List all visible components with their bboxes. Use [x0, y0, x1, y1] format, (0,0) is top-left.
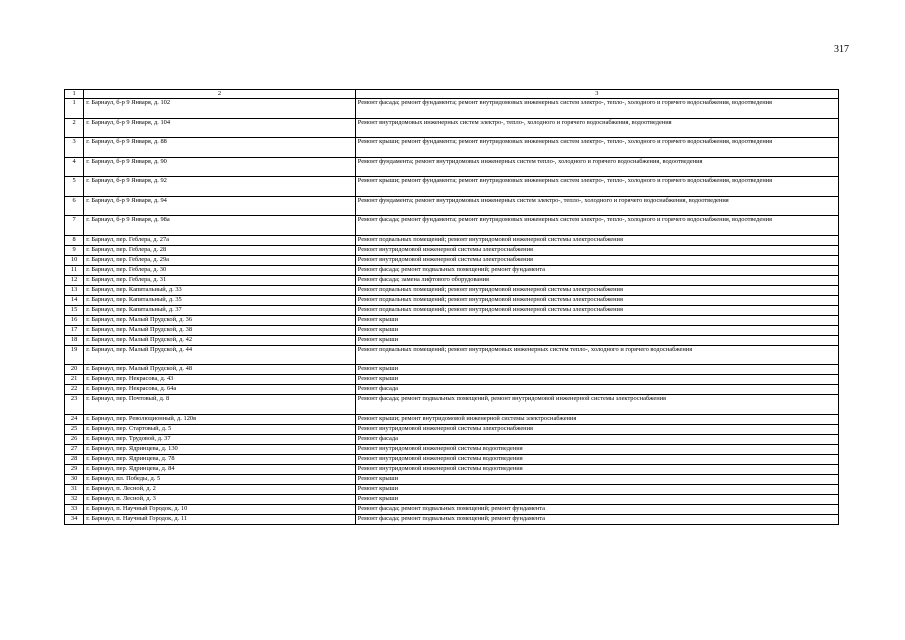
table-row [65, 216, 839, 236]
table-row [65, 99, 839, 119]
row-number-cell: 17 [65, 325, 84, 335]
address-cell: г. Барнаул, пер. Геблера, д. 27а [84, 235, 356, 245]
table-row [65, 365, 839, 375]
row-number-cell: 21 [65, 375, 84, 385]
address-cell: г. Барнаул, пер. Малый Прудской, д. 42 [84, 335, 356, 345]
works-cell: Ремонт фасада [355, 434, 838, 444]
address-cell: г. Барнаул, б-р 9 Января, д. 104 [84, 118, 356, 138]
table-row [65, 157, 839, 177]
address-cell: г. Барнаул, пер. Ядринцева, д. 130 [84, 444, 356, 454]
table-body [65, 90, 839, 525]
row-number-cell: 11 [65, 265, 84, 275]
address-cell: г. Барнаул, б-р 9 Января, д. 102 [84, 99, 356, 119]
address-cell: г. Барнаул, п. Лесной, д. 2 [84, 484, 356, 494]
works-cell: Ремонт крыши; ремонт фундамента; ремонт внутридомовых инженерных систем электро-, тепло-, холодного и горячего водоснабжения, водоотведения [355, 138, 838, 158]
table-row [65, 375, 839, 385]
row-number-cell: 28 [65, 454, 84, 464]
table-row [65, 345, 839, 365]
row-number-cell: 16 [65, 315, 84, 325]
header-col-1: 1 [65, 90, 84, 99]
table-row [65, 454, 839, 464]
row-number-cell: 3 [65, 138, 84, 158]
address-cell: г. Барнаул, пер. Некрасова, д. 64а [84, 385, 356, 395]
row-number-cell: 22 [65, 385, 84, 395]
row-number-cell: 29 [65, 464, 84, 474]
address-cell: г. Барнаул, пер. Малый Прудской, д. 36 [84, 315, 356, 325]
works-cell: Ремонт фасада; замена лифтового оборудования [355, 275, 838, 285]
table-row [65, 434, 839, 444]
works-cell: Ремонт фасада; ремонт подвальных помещений; ремонт фундамента [355, 514, 838, 524]
works-cell: Ремонт подвальных помещений; ремонт внутридомовых инженерных систем тепло-, холодного и горячего водоснабжения [355, 345, 838, 365]
works-cell: Ремонт внутридомовой инженерной системы водоотведения [355, 444, 838, 454]
header-col-3: 3 [355, 90, 838, 99]
table-row [65, 285, 839, 295]
row-number-cell: 32 [65, 494, 84, 504]
table-row [65, 385, 839, 395]
address-cell: г. Барнаул, б-р 9 Января, д. 90 [84, 157, 356, 177]
row-number-cell: 8 [65, 235, 84, 245]
header-col-2: 2 [84, 90, 356, 99]
works-cell: Ремонт фасада; ремонт подвальных помещений, ремонт внутридомовой инженерной системы электроснабжения [355, 395, 838, 415]
works-cell: Ремонт крыши [355, 494, 838, 504]
address-cell: г. Барнаул, п. Научный Городок, д. 10 [84, 504, 356, 514]
works-cell: Ремонт подвальных помещений; ремонт внутридомовой инженерной системы электроснабжения [355, 305, 838, 315]
address-cell: г. Барнаул, п. Научный Городок, д. 11 [84, 514, 356, 524]
table-row [65, 245, 839, 255]
address-cell: г. Барнаул, б-р 9 Января, д. 92 [84, 177, 356, 197]
works-cell: Ремонт фасада [355, 385, 838, 395]
works-cell: Ремонт фундамента; ремонт внутридомовых инженерных систем электро-, тепло-, холодного и горячего водоснабжения, водоотведения [355, 196, 838, 216]
table-row [65, 196, 839, 216]
address-cell: г. Барнаул, пер. Малый Прудской, д. 38 [84, 325, 356, 335]
address-cell: г. Барнаул, пер. Капитальный, д. 37 [84, 305, 356, 315]
address-cell: г. Барнаул, пер. Ядринцева, д. 78 [84, 454, 356, 464]
row-number-cell: 15 [65, 305, 84, 315]
table-row [65, 255, 839, 265]
address-cell: г. Барнаул, пер. Почтовый, д. 8 [84, 395, 356, 415]
row-number-cell: 25 [65, 424, 84, 434]
works-cell: Ремонт фасада; ремонт подвальных помещений; ремонт фундамента [355, 265, 838, 275]
works-cell: Ремонт внутридомовой инженерной системы водоотведения [355, 454, 838, 464]
row-number-cell: 19 [65, 345, 84, 365]
address-cell: г. Барнаул, пер. Малый Прудской, д. 44 [84, 345, 356, 365]
row-number-cell: 10 [65, 255, 84, 265]
address-cell: г. Барнаул, пер. Геблера, д. 31 [84, 275, 356, 285]
table-row [65, 484, 839, 494]
row-number-cell: 9 [65, 245, 84, 255]
works-cell: Ремонт фасада; ремонт подвальных помещений; ремонт фундамента [355, 504, 838, 514]
works-cell: Ремонт крыши [355, 484, 838, 494]
row-number-cell: 6 [65, 196, 84, 216]
works-cell: Ремонт подвальных помещений; ремонт внутридомовой инженерной системы электроснабжения [355, 285, 838, 295]
works-cell: Ремонт крыши [355, 315, 838, 325]
works-cell: Ремонт фасада; ремонт фундамента; ремонт внутридомовых инженерных систем электро-, тепло-, холодного и горячего водоснабжения, водоотведения [355, 216, 838, 236]
table-row [65, 235, 839, 245]
table-row [65, 514, 839, 524]
address-cell: г. Барнаул, пер. Геблера, д. 30 [84, 265, 356, 275]
address-cell: г. Барнаул, б-р 9 Января, д. 98а [84, 216, 356, 236]
address-cell: г. Барнаул, пер. Стартовый, д. 5 [84, 424, 356, 434]
address-cell: г. Барнаул, б-р 9 Января, д. 88 [84, 138, 356, 158]
table-row [65, 305, 839, 315]
table-row [65, 265, 839, 275]
row-number-cell: 30 [65, 474, 84, 484]
row-number-cell: 2 [65, 118, 84, 138]
address-cell: г. Барнаул, пер. Капитальный, д. 35 [84, 295, 356, 305]
row-number-cell: 31 [65, 484, 84, 494]
row-number-cell: 7 [65, 216, 84, 236]
table-row [65, 504, 839, 514]
works-cell: Ремонт внутридомовой инженерной системы электроснабжения [355, 245, 838, 255]
table-header-row [65, 90, 839, 99]
table-row [65, 295, 839, 305]
table-row [65, 414, 839, 424]
row-number-cell: 1 [65, 99, 84, 119]
row-number-cell: 23 [65, 395, 84, 415]
row-number-cell: 24 [65, 414, 84, 424]
address-cell: г. Барнаул, пер. Геблера, д. 29а [84, 255, 356, 265]
works-cell: Ремонт внутридомовых инженерных систем электро-, тепло-, холодного и горячего водоснабжения, водоотведения [355, 118, 838, 138]
works-cell: Ремонт крыши [355, 325, 838, 335]
table-row [65, 494, 839, 504]
address-cell: г. Барнаул, пл. Победы, д. 5 [84, 474, 356, 484]
works-cell: Ремонт крыши [355, 335, 838, 345]
row-number-cell: 34 [65, 514, 84, 524]
page-number: 317 [834, 44, 849, 55]
row-number-cell: 18 [65, 335, 84, 345]
works-cell: Ремонт крыши [355, 365, 838, 375]
table-row [65, 395, 839, 415]
address-cell: г. Барнаул, пер. Геблера, д. 28 [84, 245, 356, 255]
works-table [64, 89, 839, 525]
address-cell: г. Барнаул, пер. Некрасова, д. 43 [84, 375, 356, 385]
table-row [65, 424, 839, 434]
works-cell: Ремонт подвальных помещений; ремонт внутридомовой инженерной системы электроснабжения [355, 235, 838, 245]
address-cell: г. Барнаул, п. Лесной, д. 3 [84, 494, 356, 504]
address-cell: г. Барнаул, б-р 9 Января, д. 94 [84, 196, 356, 216]
row-number-cell: 14 [65, 295, 84, 305]
table-row [65, 118, 839, 138]
table-row [65, 474, 839, 484]
table-row [65, 464, 839, 474]
works-cell: Ремонт подвальных помещений; ремонт внутридомовой инженерной системы электроснабжения [355, 295, 838, 305]
works-cell: Ремонт внутридомовой инженерной системы электроснабжения [355, 255, 838, 265]
works-cell: Ремонт фундамента; ремонт внутридомовых инженерных систем тепло-, холодного и горячего водоснабжения, водоотведения [355, 157, 838, 177]
row-number-cell: 20 [65, 365, 84, 375]
works-cell: Ремонт крыши; ремонт внутридомовой инженерной системы электроснабжения [355, 414, 838, 424]
row-number-cell: 33 [65, 504, 84, 514]
table-row [65, 275, 839, 285]
works-cell: Ремонт внутридомовой инженерной системы водоотведения [355, 464, 838, 474]
row-number-cell: 5 [65, 177, 84, 197]
works-cell: Ремонт крыши; ремонт фундамента; ремонт внутридомовых инженерных систем электро-, тепло-, холодного и горячего водоснабжения, водоотведения [355, 177, 838, 197]
row-number-cell: 26 [65, 434, 84, 444]
table-row [65, 444, 839, 454]
works-cell: Ремонт фасада; ремонт фундамента; ремонт внутридомовых инженерных систем электро-, тепло-, холодного и горячего водоснабжения, водоотведения [355, 99, 838, 119]
works-cell: Ремонт внутридомовой инженерной системы электроснабжения [355, 424, 838, 434]
address-cell: г. Барнаул, пер. Ядринцева, д. 84 [84, 464, 356, 474]
address-cell: г. Барнаул, пер. Капитальный, д. 33 [84, 285, 356, 295]
address-cell: г. Барнаул, пер. Трудовой, д. 37 [84, 434, 356, 444]
row-number-cell: 13 [65, 285, 84, 295]
address-cell: г. Барнаул, пер. Малый Прудской, д. 48 [84, 365, 356, 375]
table-row [65, 325, 839, 335]
table-row [65, 177, 839, 197]
works-cell: Ремонт крыши [355, 375, 838, 385]
row-number-cell: 12 [65, 275, 84, 285]
table-row [65, 335, 839, 345]
row-number-cell: 4 [65, 157, 84, 177]
works-cell: Ремонт крыши [355, 474, 838, 484]
table-row [65, 315, 839, 325]
address-cell: г. Барнаул, пер. Революционный, д. 120в [84, 414, 356, 424]
row-number-cell: 27 [65, 444, 84, 454]
table-row [65, 138, 839, 158]
